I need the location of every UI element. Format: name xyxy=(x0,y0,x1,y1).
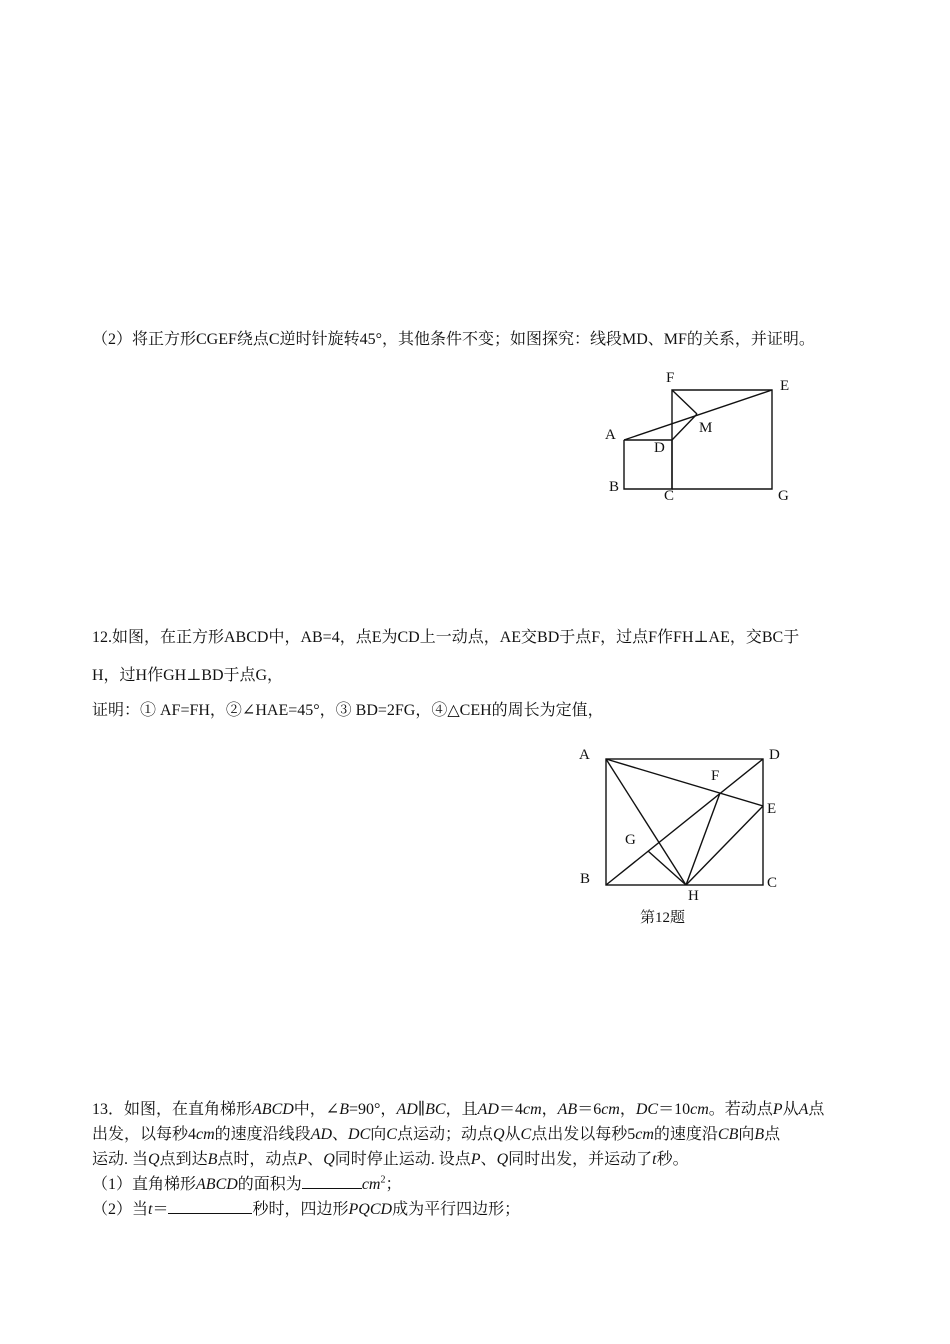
segment-BD xyxy=(606,759,763,885)
label-F: F xyxy=(666,370,675,386)
label-A: A xyxy=(579,747,590,763)
label-F: F xyxy=(711,768,720,784)
problem13-question2: （2）当t＝ 秒时，四边形PQCD成为平行四边形； xyxy=(92,1201,521,1218)
label-B: B xyxy=(609,479,620,495)
problem12-line3: 证明：① AF=FH，②∠HAE=45°，③ BD=2FG，④△CEH的周长为定值， xyxy=(92,702,604,719)
segment-DM xyxy=(672,414,697,440)
problem12-line1: 12.如图，在正方形ABCD中，AB=4，点E为CD上一动点，AE交BD于点F，过点F作FH⊥AE，交BC于 xyxy=(92,629,800,646)
problem13-line1: 13．如图，在直角梯形ABCD中，∠B=90°，AD∥BC，且AD＝4cm，AB＝6cm，DC＝10cm。若动点P从A点 xyxy=(92,1101,825,1118)
label-E: E xyxy=(780,378,790,394)
label-G: G xyxy=(778,488,789,504)
label-C: C xyxy=(767,875,778,891)
label-D: D xyxy=(654,440,665,456)
label-G: G xyxy=(625,832,636,848)
problem13-question1: （1）直角梯形ABCD的面积为 $cm^2$； xyxy=(92,1174,402,1193)
figure12-caption: 第12题 xyxy=(640,910,686,926)
label-H: H xyxy=(688,888,699,904)
square-abcd-figure xyxy=(570,740,790,904)
label-C: C xyxy=(664,488,675,504)
answer-blank-time[interactable] xyxy=(168,1199,252,1214)
segment-AH xyxy=(606,759,686,885)
problem11-part2-text: （2）将正方形CGEF绕点C逆时针旋转45°，其他条件不变；如图探究：线段MD、MF的关系，并证明。 xyxy=(92,331,815,348)
label-B: B xyxy=(580,871,591,887)
segment-EH xyxy=(686,806,763,885)
segment-FM xyxy=(672,390,697,414)
segment-AE xyxy=(606,759,763,806)
problem13-line3: 运动. 当Q点到达B点时，动点P、Q同时停止运动. 设点P、Q同时出发，并运动了t秒。 xyxy=(92,1151,689,1168)
segment-AE xyxy=(624,390,772,440)
answer-blank-area[interactable] xyxy=(302,1174,362,1189)
label-D: D xyxy=(769,747,780,763)
label-E: E xyxy=(767,801,777,817)
label-A: A xyxy=(605,427,616,443)
problem12-line2: H，过H作GH⊥BD于点G， xyxy=(92,667,284,684)
problem13-line2: 出发，以每秒4cm的速度沿线段AD、DC向C点运动；动点Q从C点出发以每秒5cm的速度沿CB向B点 xyxy=(92,1126,781,1143)
square-rotation-figure xyxy=(600,365,810,510)
label-M: M xyxy=(699,420,713,436)
